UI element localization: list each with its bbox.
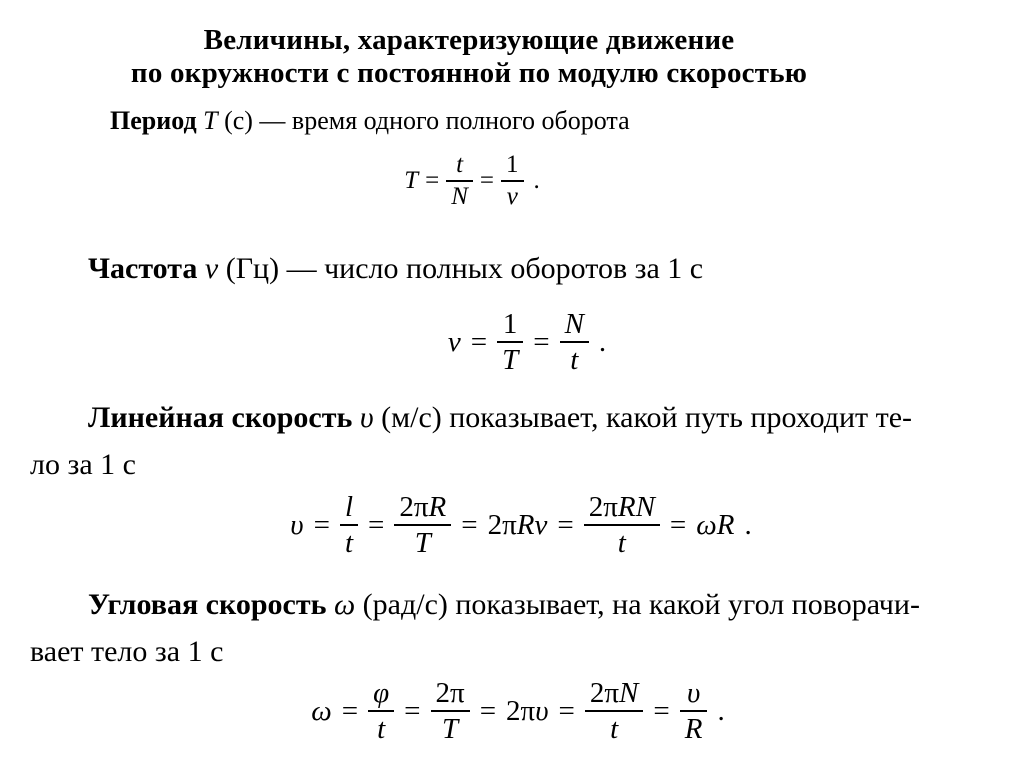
equals-sign: =: [368, 508, 385, 541]
end-period-mark: .: [717, 694, 725, 727]
equals-sign: =: [470, 325, 488, 358]
period-term: Период: [110, 106, 197, 135]
equals-sign: =: [479, 167, 495, 194]
equals-sign: =: [669, 508, 687, 541]
term-omegaR: ωR: [696, 508, 735, 541]
denominator: T: [497, 341, 523, 377]
fraction-l-over-t: [340, 490, 358, 561]
denominator: v: [501, 180, 524, 212]
numerator: 1: [506, 151, 519, 178]
term-2pinu-variable: υ: [535, 694, 549, 727]
fraction-2pi-over-T: [431, 676, 470, 747]
frequency-paragraph: [88, 252, 703, 286]
equals-sign: =: [425, 167, 440, 194]
period-formula-lhs: T: [404, 167, 419, 194]
equals-sign: =: [479, 694, 497, 727]
end-period-mark: .: [598, 325, 607, 358]
angular-speed-definition: (рад/с) показывает, на какой угол поворачи-: [362, 588, 920, 621]
fraction-2piN-over-t: [585, 676, 644, 747]
equals-sign: =: [557, 508, 574, 541]
denominator: t: [368, 710, 394, 746]
angular-speed-paragraph: [30, 581, 920, 675]
linear-speed-definition-line2: ло за 1 с: [30, 448, 136, 481]
period-symbol: T: [203, 106, 218, 135]
denominator: t: [584, 524, 660, 560]
fraction-1-over-T: [497, 307, 523, 378]
title-line-1: Величины, характеризующие движение: [203, 24, 735, 56]
end-period-mark: .: [744, 508, 752, 541]
coefficient: 2π: [399, 491, 429, 523]
angular-speed-term: Угловая скорость: [88, 588, 327, 621]
equals-sign: =: [533, 325, 550, 358]
frequency-formula: [30, 307, 1024, 378]
coefficient: 2π: [588, 491, 618, 523]
fraction-phi-over-t: [368, 676, 394, 747]
numerator: 1: [502, 308, 518, 340]
coefficient: 2π: [589, 677, 620, 709]
denominator: N: [446, 180, 473, 212]
angular-formula-lhs: ω: [311, 694, 332, 727]
page-title: [0, 24, 938, 90]
fraction-2piRN-over-t: [584, 490, 660, 561]
equals-sign: =: [558, 694, 575, 727]
term-2piRnu-variables: Rv: [516, 508, 548, 541]
end-period-mark: .: [533, 167, 540, 194]
term-2piRnu-coefficient: 2π: [487, 508, 517, 541]
numerator: N: [564, 308, 584, 340]
linear-speed-term: Линейная скорость: [88, 401, 353, 434]
equals-sign: =: [461, 508, 478, 541]
denominator: T: [394, 524, 451, 560]
fraction-t-over-N: [446, 150, 473, 212]
numerator: l: [344, 491, 353, 523]
equals-sign: =: [341, 694, 359, 727]
linear-speed-definition: (м/с) показывает, какой путь проходит те-: [381, 401, 913, 434]
linear-speed-symbol: υ: [359, 401, 374, 434]
variable: R: [428, 491, 447, 523]
angular-speed-symbol: ω: [333, 588, 356, 621]
period-formula: [0, 150, 944, 212]
linear-speed-formula: [18, 490, 1024, 561]
variable: RN: [617, 491, 655, 523]
fraction-upsilon-over-R: [680, 676, 708, 747]
title-line-2: по окружности с постоянной по модулю скоростью: [130, 57, 808, 89]
fraction-N-over-t: [560, 307, 589, 378]
period-paragraph: [110, 106, 630, 136]
numerator: [394, 490, 451, 524]
numerator: [585, 676, 644, 710]
fraction-1-over-nu: [501, 150, 524, 212]
period-definition: (с) — время одного полного оборота: [224, 106, 630, 135]
denominator: T: [431, 710, 470, 746]
linear-formula-lhs: υ: [290, 508, 304, 541]
frequency-term: Частота: [88, 252, 198, 285]
frequency-symbol: v: [204, 252, 219, 285]
numerator: φ: [373, 677, 390, 709]
equals-sign: =: [653, 694, 670, 727]
denominator: t: [340, 524, 358, 560]
numerator: 2π: [435, 677, 465, 709]
numerator: t: [456, 151, 464, 178]
denominator: t: [585, 710, 644, 746]
numerator: υ: [686, 677, 701, 709]
numerator: [584, 490, 660, 524]
equals-sign: =: [404, 694, 421, 727]
variable: N: [619, 677, 639, 709]
angular-speed-formula: [12, 676, 1024, 747]
angular-speed-definition-line2: вает тело за 1 с: [30, 635, 224, 668]
linear-speed-paragraph: [30, 394, 912, 488]
fraction-2piR-over-T: [394, 490, 451, 561]
denominator: R: [680, 710, 708, 746]
frequency-formula-lhs: v: [447, 325, 461, 358]
frequency-definition: (Гц) — число полных оборотов за 1 с: [225, 252, 704, 285]
denominator: t: [560, 341, 589, 377]
term-2pinu-coefficient: 2π: [506, 694, 536, 727]
equals-sign: =: [313, 508, 330, 541]
